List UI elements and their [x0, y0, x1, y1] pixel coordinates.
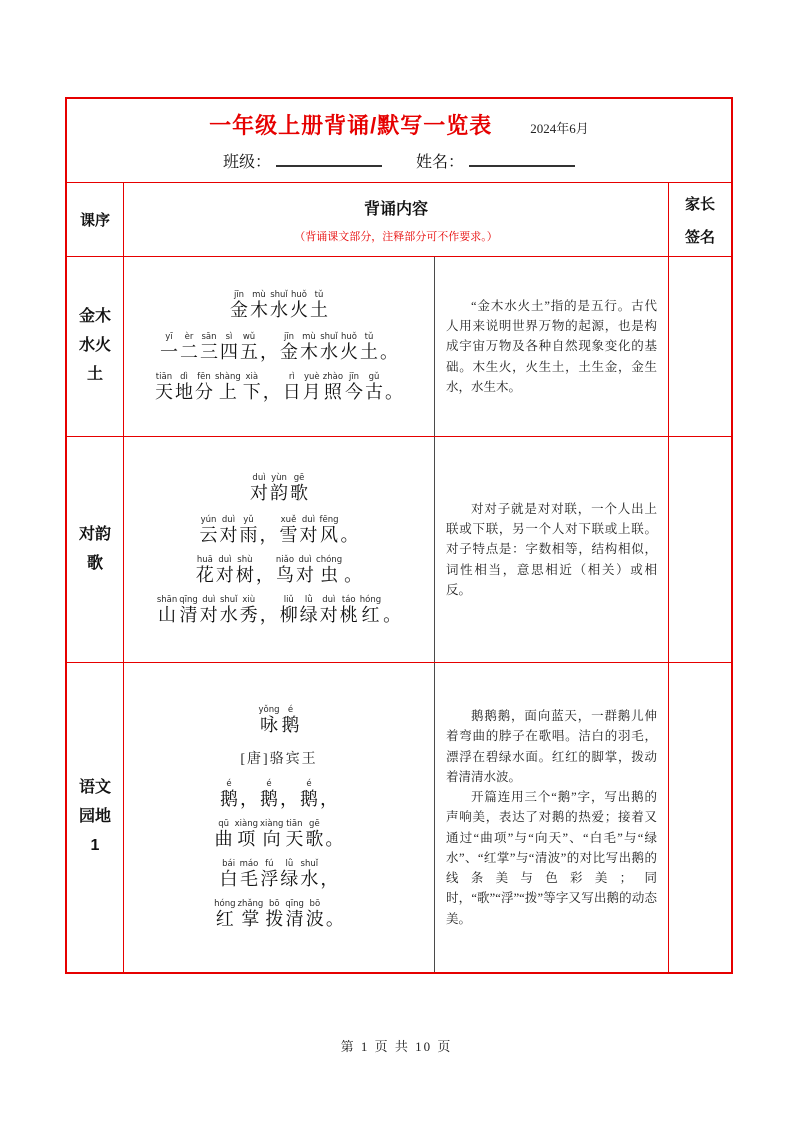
poem-cell [124, 437, 435, 662]
class-name-row [67, 149, 731, 172]
poem-line: 白bái毛máo浮fú绿lǜ水shuǐ， [219, 858, 339, 889]
parent-sign-cell [669, 257, 731, 436]
lesson-label-line: 土 [86, 365, 103, 383]
table-row [67, 257, 731, 437]
header-cell-sign [669, 183, 731, 256]
content-header-label: 背诵内容 [363, 200, 428, 218]
lesson-cell [67, 437, 124, 662]
explanation-paragraph: 对对子就是对对联，一个人出上联或下联，另一个人对下联或上联。对子特点是：字数相等，结构相似，词性相当，意思相近（相关）或相反。 [446, 501, 657, 597]
class-group [223, 149, 382, 172]
poem-line: 一yī二èr三sān四sì五wǔ， 金jīn木mù水shuǐ火huǒ土tǔ。 [160, 331, 398, 362]
poem-title: 金jīn木mù水shuǐ火huǒ土tǔ [230, 289, 328, 320]
lesson-label-line: 园地 [78, 808, 111, 826]
sign-label-line1: 家长 [684, 195, 715, 213]
poem-line: 红hóng掌zhǎng拨bō清qīng波bō。 [214, 898, 344, 929]
explanation-cell [435, 663, 669, 972]
poem-title: 对duì韵yùn歌gē [250, 472, 308, 503]
lesson-label-line: 水火 [78, 337, 111, 355]
poem-line: 曲qū项xiàng向xiàng天tiān歌gē。 [214, 818, 344, 849]
lesson-cell [67, 257, 124, 436]
table-row [67, 663, 731, 972]
class-blank-line [276, 152, 382, 167]
title-row [67, 109, 731, 140]
header-cell-content [124, 183, 669, 256]
lesson-label-line: 1 [90, 836, 100, 854]
class-label: 班级： [222, 154, 271, 171]
page-footer: 第 1 页 共 10 页 [340, 1039, 453, 1054]
poem-cell [124, 663, 435, 972]
name-label: 姓名： [416, 154, 465, 171]
poem-line: 鹅é， 鹅é， 鹅é， [220, 778, 338, 809]
explanation-paragraph: 鹅鹅鹅，面向蓝天，一群鹅儿伸着弯曲的脖子在歌唱。洁白的羽毛，漂浮在碧绿水面。红红的脚掌，拨动着清清水波。 [446, 709, 657, 784]
poem-cell [124, 257, 435, 436]
sign-label-line2: 签名 [684, 228, 715, 246]
lesson-label-line: 语文 [78, 779, 111, 797]
poem-line: 天tiān地dì分fēn上shàng下xià， 日rì月yuè照zhào今jīn古gǔ。 [154, 371, 404, 402]
lesson-label-line: 金木 [78, 308, 111, 326]
parent-sign-cell [669, 663, 731, 972]
lesson-label-line: 对韵 [78, 525, 111, 543]
poem-line: 花huā对duì树shù， 鸟niǎo对duì虫chóng。 [195, 554, 363, 585]
table-row [67, 437, 731, 663]
content-header-note: （背诵课文部分，注释部分可不作要求。） [294, 230, 498, 243]
document-table-frame [65, 97, 733, 974]
poem-title: 咏yǒng鹅é [258, 704, 300, 735]
name-group [416, 149, 575, 172]
poem-author: [唐]骆宾王 [240, 751, 318, 767]
name-blank-line [469, 152, 575, 167]
explanation-paragraph: “金木水火土”指的是五行。古代人用来说明世界万物的起源，也是构成宇宙万物及各种自然现象变化的基础。木生火，火生土，土生金，金生水，水生木。 [446, 298, 657, 394]
explanation-paragraph: 开篇连用三个“鹅”字，写出鹅的声响美，表达了对鹅的热爱；接着又通过“曲项”与“向天”、“白毛”与“绿水”、“红掌”与“清波”的对比写出鹅的线条美与色彩美；同时，“歌”“浮”“拨”等字又写出鹅的动态美。 [446, 790, 657, 926]
page-title: 一年级上册背诵/默写一览表 [209, 113, 493, 138]
explanation-cell [435, 257, 669, 436]
explanation-cell [435, 437, 669, 662]
document-header [67, 99, 731, 183]
document-date: 2024年6月 [530, 121, 589, 136]
lesson-cell [67, 663, 124, 972]
parent-sign-cell [669, 437, 731, 662]
header-cell-lesson: 课序 [67, 183, 124, 256]
poem-line: 云yún对duì雨yǔ， 雪xuě对duì风fēng。 [199, 514, 359, 545]
poem-line: 山shān清qīng对duì水shuǐ秀xiù， 柳liǔ绿lǜ对duì桃táo红hóng。 [156, 594, 402, 625]
lesson-label-line: 歌 [86, 554, 103, 572]
table-header-row [67, 183, 731, 257]
